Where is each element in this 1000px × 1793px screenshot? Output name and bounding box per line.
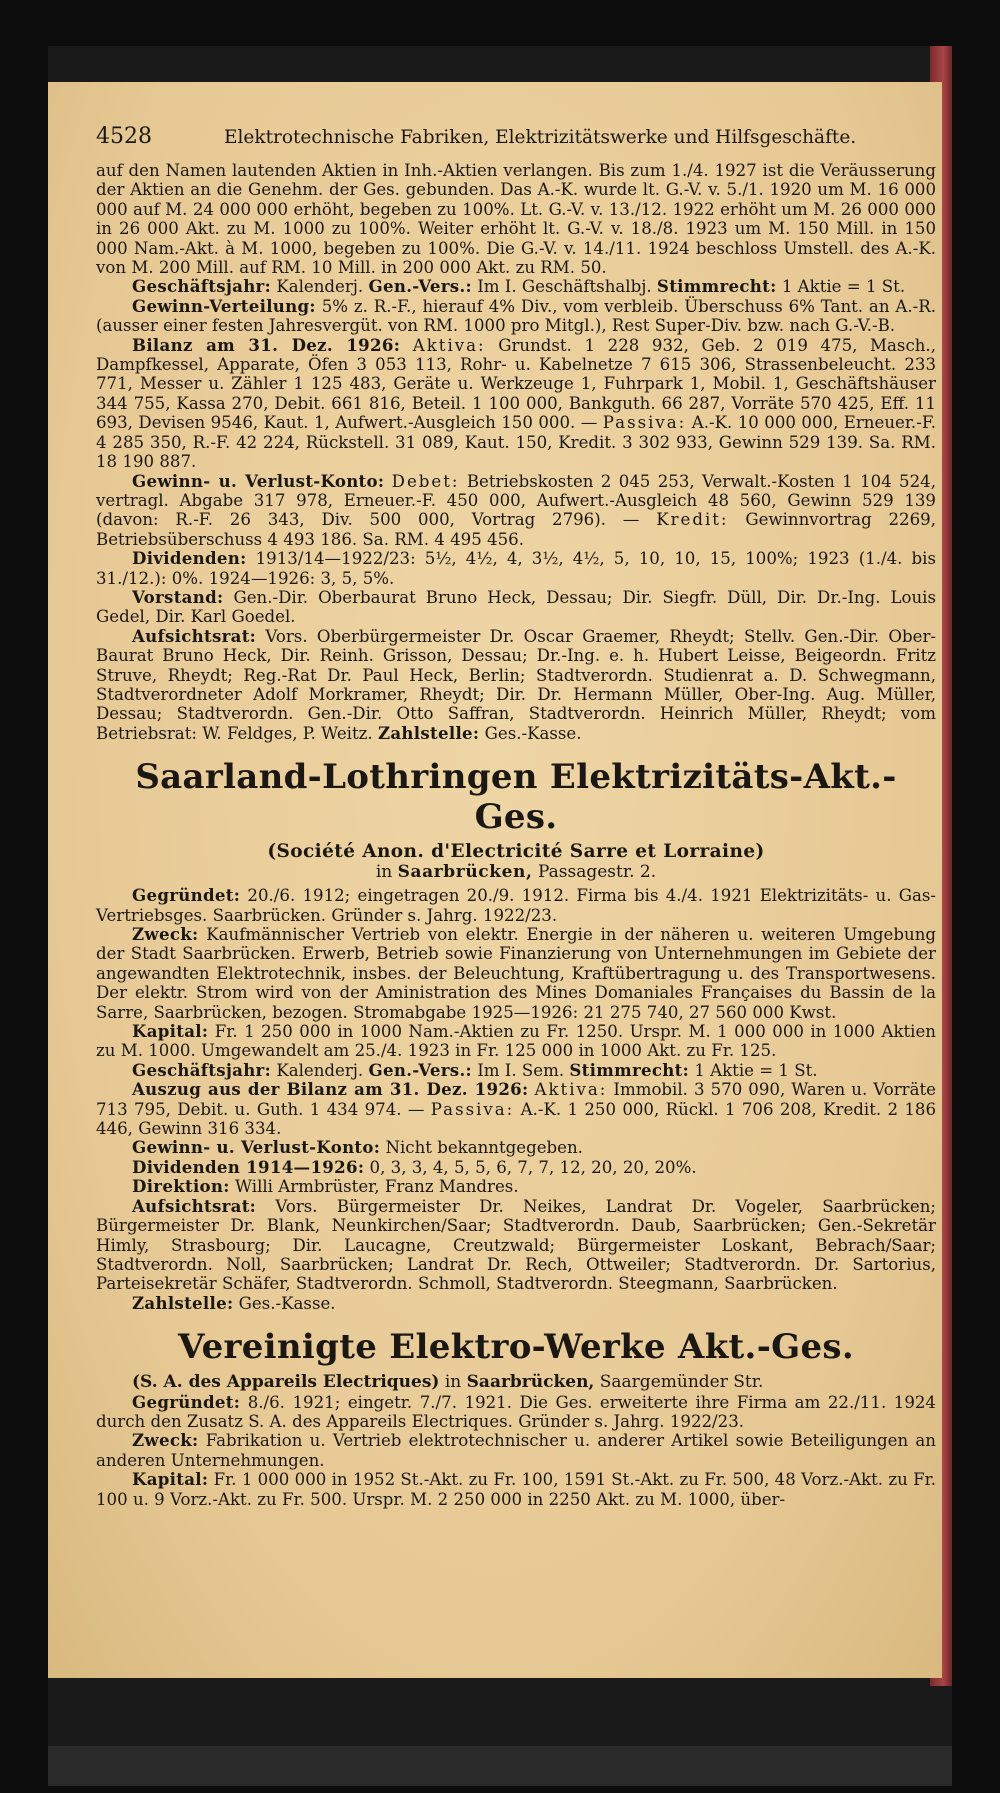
running-header <box>96 124 936 149</box>
saar-bilanz: Auszug aus der Bilanz am 31. Dez. 1926: Aktiva: Immobil. 3 570 090, Waren u. Vorräte 713 795, Debit. u. Guth. 1 434 974. — Passiva: A.-K. 1 250 000, Rückl. 1 706 208, Kredit. 2 186 446, Gewinn 316 334. <box>96 1079 937 1139</box>
page-number: 4528 <box>96 124 152 149</box>
saar-zahlstelle: Zahlstelle: Ges.-Kasse. <box>132 1292 336 1313</box>
gewinn-verteilung: Gewinn-Verteilung: 5% z. R.-F., hierauf 4% Div., vom verbleib. Überschuss 6% Tant. an A.-R. (ausser einer festen Jahresvergüt. von RM. 1000 pro Mitgl.), Rest Super-Div. bzw. nach G.-V.-B. <box>96 295 936 336</box>
meta-line: Geschäftsjahr: Kalenderj. Gen.-Vers.: Im I. Geschäftshalbj. Stimmrecht: 1 Aktie = 1 St. <box>132 276 906 297</box>
saar-guv: Gewinn- u. Verlust-Konto: Nicht bekanntgegeben. <box>132 1137 583 1158</box>
saar-meta-line: Geschäftsjahr: Kalenderj. Gen.-Vers.: Im I. Sem. Stimmrecht: 1 Aktie = 1 St. <box>132 1059 818 1080</box>
intro-paragraph: auf den Namen lautenden Aktien in Inh.-Aktien verlangen. Bis zum 1./4. 1927 ist die Veräusserung der Aktien an die Genehm. der Ges. gebunden. Das A.-K. wurde lt. G.-V. v. 5./1. 1920 um M. 16 000 000 auf M. 24 000 000 erhöht, begeben zu 100%. Lt. G.-V. v. 13./12. 1922 erhöht um M. 26 000 000 in 26 000 Akt. zu M. 1000 zu 100%. Weiter erhöht lt. G.-V. v. 18./8. 1923 um M. 150 Mill. in 150 000 Nam.-Akt. à M. 1000, begeben zu 100%. Die G.-V. v. 14./11. 1924 beschloss Umstell. des A.-K. von M. 200 Mill. auf RM. 10 Mill. in 200 000 Akt. zu RM. 50. <box>96 161 936 278</box>
verein-gegruendet: Gegründet: 8./6. 1921; eingetr. 7./7. 1921. Die Ges. erweiterte ihre Firma am 22./11. 1924 durch den Zusatz S. A. des Appareils Electriques. Gründer s. Jahrg. 1922/23. <box>96 1391 936 1431</box>
saar-dividenden: Dividenden 1914—1926: 0, 3, 3, 4, 5, 5, 6, 7, 7, 12, 20, 20, 20%. <box>132 1156 697 1177</box>
company-title-vereinigte: Vereinigte Elektro-Werke Akt.-Ges. <box>178 1327 854 1368</box>
saar-direktion: Direktion: Willi Armbrüster, Franz Mandres. <box>132 1176 519 1197</box>
running-title: Elektrotechnische Fabriken, Elektrizitätswerke und Hilfsgeschäfte. <box>224 127 857 148</box>
page-content <box>96 124 936 1509</box>
aufsichtsrat-paragraph: Aufsichtsrat: Vors. Oberbürgermeister Dr. Oscar Graemer, Rheydt; Stellv. Gen.-Dir. Ober-Baurat Bruno Heck, Dir. Reinh. Grisson, Dessau; Dr.-Ing. e. h. Hubert Leisse, Beigeordn. Fritz Struve, Rheydt; Reg.-Rat Dr. Paul Heck, Berlin; Stadtverordn. Studienrat a. D. Schwegmann, Stadtverordneter Adolf Morkramer, Rheydt; Dir. Dr. Hermann Müller, Ober-Ing. Aug. Müller, Dessau; Stadtverordn. Gen.-Dir. Otto Saffran, Stadtverordn. Heinrich Müller, Rheydt; vom Betriebsrat: W. Feldges, P. Weitz. Zahlstelle: Ges.-Kasse. <box>96 625 936 743</box>
verein-kapital: Kapital: Fr. 1 000 000 in 1952 St.-Akt. zu Fr. 100, 1591 St.-Akt. zu Fr. 500, 48 Vorz.-Akt. zu Fr. 100 u. 9 Vorz.-Akt. zu Fr. 500. Urspr. M. 2 250 000 in 2250 Akt. zu M. 1000, über- <box>96 1469 936 1509</box>
verein-zweck: Zweck: Fabrikation u. Vertrieb elektrotechnischer u. anderer Artikel sowie Beteiligungen an anderen Unternehmungen. <box>96 1430 936 1470</box>
saar-gegruendet: Gegründet: 20./6. 1912; eingetragen 20./9. 1912. Firma bis 4./4. 1921 Elektrizitäts- u. Gas-Vertriebsges. Saarbrücken. Gründer s. Jahrg. 1922/23. <box>96 885 937 925</box>
company-subtitle-saarland: (Société Anon. d'Electricité Sarre et Lorraine) <box>267 841 765 863</box>
saar-kapital: Kapital: Fr. 1 250 000 in 1000 Nam.-Aktien zu Fr. 1250. Urspr. M. 1 000 000 in 1000 Aktien zu M. 1000. Umgewandelt am 25./4. 1923 in Fr. 125 000 in 1000 Akt. zu Fr. 125. <box>96 1021 936 1061</box>
company-location-saarland: in Saarbrücken, Passagestr. 2. <box>375 862 657 883</box>
vorstand-paragraph: Vorstand: Gen.-Dir. Oberbaurat Bruno Heck, Dessau; Dir. Siegfr. Düll, Dir. Dr.-Ing. Louis Gedel, Dir. Karl Goedel. <box>96 586 936 627</box>
document-page <box>48 82 942 1678</box>
book-cover-bottom <box>48 1746 952 1786</box>
guv-paragraph: Gewinn- u. Verlust-Konto: Debet: Betriebskosten 2 045 253, Verwalt.-Kosten 1 104 524, vertragl. Abgabe 317 978, Erneuer.-F. 450 000, Aufwert.-Ausgleich 48 560, Gewinn 529 139 (davon: R.-F. 26 343, Div. 500 000, Vortrag 2796). — Kredit: Gewinnvortrag 2269, Betriebsüberschuss 4 493 186. Sa. RM. 4 495 456. <box>96 470 936 549</box>
bilanz-paragraph: Bilanz am 31. Dez. 1926: Aktiva: Grundst. 1 228 932, Geb. 2 019 475, Masch., Dampfkessel, Apparate, Öfen 3 053 113, Rohr- u. Kabelnetze 7 615 306, Strassenbeleucht. 233 771, Messer u. Zähler 1 125 483, Geräte u. Werkzeuge 1, Fuhrpark 1, Mobil. 1, Geschäftshäuser 344 755, Kassa 270, Debit. 661 816, Beteil. 1 100 000, Bankguth. 66 287, Vorräte 570 425, Eff. 11 693, Devisen 9546, Kaut. 1, Aufwert.-Ausgleich 150 000. — Passiva: A.-K. 10 000 000, Erneuer.-F. 4 285 350, R.-F. 42 224, Rückstell. 31 089, Kaut. 150, Kredit. 3 302 933, Gewinn 529 139. Sa. RM. 18 190 887. <box>96 334 937 472</box>
company-title-saarland: Saarland-Lothringen Elektrizitäts-Akt.-Ges. <box>135 757 897 838</box>
saar-zweck: Zweck: Kaufmännischer Vertrieb von elektr. Energie in der näheren u. weiteren Umgebung der Stadt Saarbrücken. Erwerb, Betrieb sowie Finanzierung von Unternehmungen im Gebiete der angewandten Elektrotechnik, insbes. der Beleuchtung, Kraftübertragung u. des Transportwesens. Der elektr. Strom wird von der Aministration des Mines Domaniales Françaises du Bassin de la Sarre, Saarbrücken, bezogen. Stromabgabe 1925—1926: 21 275 740, 27 560 000 Kwst. <box>96 924 936 1022</box>
dividenden-paragraph: Dividenden: 1913/14—1922/23: 5½, 4½, 4, 3½, 4½, 5, 10, 10, 15, 100%; 1923 (1./4. bis 31./12.): 0%. 1924—1926: 3, 5, 5%. <box>96 548 936 588</box>
saar-aufsichtsrat: Aufsichtsrat: Vors. Bürgermeister Dr. Neikes, Landrat Dr. Vogeler, Saarbrücken; Bürgermeister Dr. Blank, Neunkirchen/Saar; Stadtverordn. Daub, Saarbrücken; Gen.-Sekretär Himly, Strasbourg; Dir. Laucagne, Creutzwald; Bürgermeister Loskant, Bebrach/Saar; Stadtverordn. Noll, Saarbrücken; Landrat Dr. Rech, Ottweiler; Stadtverordn. Dr. Sartorius, Parteisekretär Schäfer, Stadtverordn. Schmoll, Stadtverordn. Steegmann, Saarbrücken. <box>96 1195 936 1294</box>
company-subtitle-vereinigte: (S. A. des Appareils Electriques) in Saarbrücken, Saargemünder Str. <box>132 1372 764 1393</box>
